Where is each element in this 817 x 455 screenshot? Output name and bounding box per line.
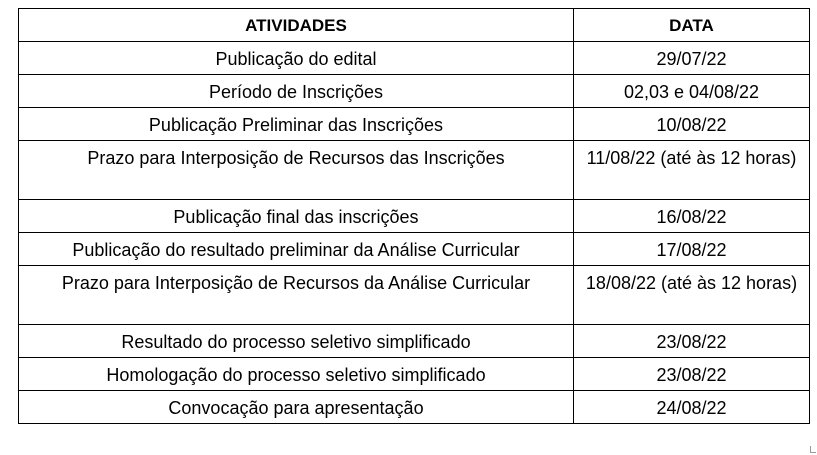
table-row bbox=[19, 200, 810, 233]
table-row bbox=[19, 358, 810, 391]
activity-cell: Publicação Preliminar das Inscrições bbox=[19, 108, 574, 141]
date-cell: 23/08/22 bbox=[574, 358, 810, 391]
activity-cell: Publicação final das inscrições bbox=[19, 200, 574, 233]
selection-corner-marker bbox=[810, 446, 816, 453]
table-row bbox=[19, 42, 810, 75]
activity-cell: Prazo para Interposição de Recursos das Inscrições bbox=[19, 141, 574, 200]
table-row bbox=[19, 325, 810, 358]
activity-cell: Publicação do resultado preliminar da Análise Curricular bbox=[19, 233, 574, 266]
table-row bbox=[19, 75, 810, 108]
activity-cell: Homologação do processo seletivo simplificado bbox=[19, 358, 574, 391]
table-header-row bbox=[19, 9, 810, 42]
date-cell: 23/08/22 bbox=[574, 325, 810, 358]
activity-cell: Período de Inscrições bbox=[19, 75, 574, 108]
schedule-table bbox=[18, 8, 810, 424]
activity-cell: Publicação do edital bbox=[19, 42, 574, 75]
activity-cell: Prazo para Interposição de Recursos da Análise Curricular bbox=[19, 266, 574, 325]
date-cell: 16/08/22 bbox=[574, 200, 810, 233]
date-cell: 10/08/22 bbox=[574, 108, 810, 141]
table-row bbox=[19, 391, 810, 424]
table-row bbox=[19, 266, 810, 325]
header-activities: ATIVIDADES bbox=[19, 9, 574, 42]
date-cell: 24/08/22 bbox=[574, 391, 810, 424]
activity-cell: Convocação para apresentação bbox=[19, 391, 574, 424]
table-row bbox=[19, 233, 810, 266]
date-cell: 18/08/22 (até às 12 horas) bbox=[574, 266, 810, 325]
date-cell: 02,03 e 04/08/22 bbox=[574, 75, 810, 108]
date-cell: 11/08/22 (até às 12 horas) bbox=[574, 141, 810, 200]
date-cell: 17/08/22 bbox=[574, 233, 810, 266]
header-date: DATA bbox=[574, 9, 810, 42]
table-row bbox=[19, 141, 810, 200]
date-cell: 29/07/22 bbox=[574, 42, 810, 75]
table-row bbox=[19, 108, 810, 141]
activity-cell: Resultado do processo seletivo simplificado bbox=[19, 325, 574, 358]
